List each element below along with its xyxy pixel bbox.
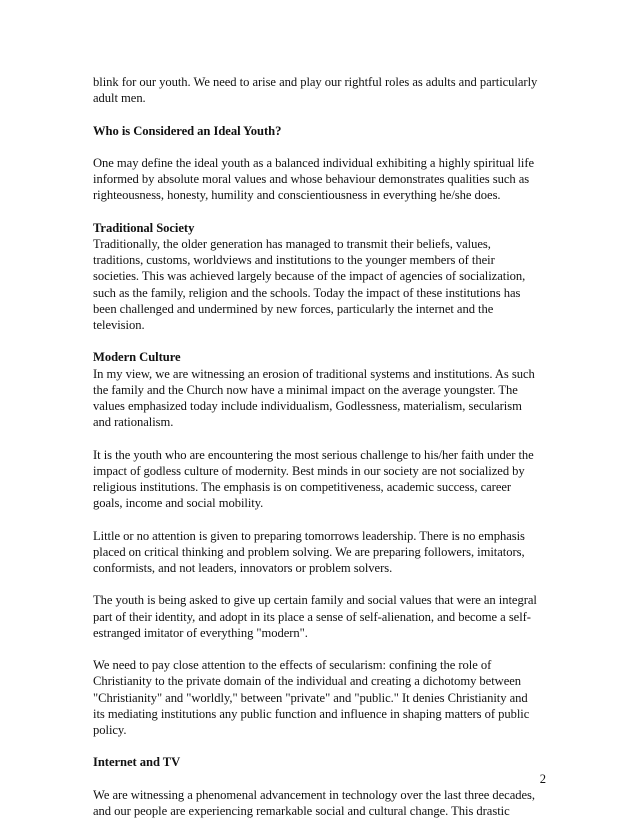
secularism-paragraph (93, 657, 545, 738)
paragraph-line: The youth is being asked to give up certain family and social values that were an integral (93, 593, 537, 608)
paragraph-line: been challenged and undermined by new forces, particularly the internet and the (93, 301, 494, 316)
section-heading: Modern Culture (93, 350, 181, 365)
paragraph-line: estranged imitator of everything "modern". (93, 625, 308, 640)
section-heading: Internet and TV (93, 755, 181, 770)
paragraph-line: its mediating institutions any public function and influence in shaping matters of public (93, 706, 530, 721)
paragraph-line: societies. This was achieved largely because of the impact of agencies of socialization, (93, 269, 526, 284)
paragraph-line: conformists, and not leaders, innovators or problem solvers. (93, 561, 393, 575)
paragraph-line: such as the family, religion and the schools. Today the impact of these institutions has (93, 285, 521, 300)
internet-tv-heading-block (93, 754, 545, 770)
paragraph-line: placed on critical thinking and problem solving. We are preparing followers, imitators, (93, 544, 525, 559)
paragraph-line: It is the youth who are encountering the most serious challenge to his/her faith under the (93, 447, 534, 462)
traditional-society-paragraph (93, 220, 545, 333)
paragraph-line: television. (93, 318, 145, 332)
paragraph-line: part of their identity, and adopt in its place a sense of self-alienation, and become a self- (93, 609, 531, 624)
paragraph-line: In my view, we are witnessing an erosion of traditional systems and institutions. As such (93, 366, 535, 381)
section-heading: Who is Considered an Ideal Youth? (93, 123, 282, 138)
modern-culture-paragraph (93, 349, 545, 430)
paragraph-line: We are witnessing a phenomenal advancement in technology over the last three decades, (93, 787, 535, 802)
paragraph-line: informed by absolute moral values and whose behaviour demonstrates qualities such as (93, 172, 530, 187)
paragraph-line: We need to pay close attention to the effects of secularism: confining the role of (93, 658, 492, 673)
paragraph-line: "Christianity" and "worldly," between "private" and "public." It denies Christianity and (93, 690, 528, 705)
internet-tv-paragraph (93, 787, 545, 819)
paragraph-line: One may define the ideal youth as a balanced individual exhibiting a highly spiritual life (93, 155, 535, 170)
section-heading: Traditional Society (93, 220, 195, 235)
paragraph-line: blink for our youth. We need to arise and play our rightful roles as adults and particularly (93, 75, 538, 89)
paragraph-line: impact of godless culture of modernity. Best minds in our society are not socialized by (93, 463, 525, 478)
paragraph-line: the family and the Church now have a minimal impact on the average youngster. The (93, 382, 518, 397)
page-body (93, 74, 545, 835)
ideal-youth-heading-block (93, 123, 545, 139)
paragraph-line: and rationalism. (93, 415, 174, 430)
paragraph-line: religious institutions. The emphasis is on competitiveness, academic success, career (93, 480, 512, 494)
paragraph-line: goals, income and social mobility. (93, 496, 264, 511)
paragraph-line: policy. (93, 723, 127, 737)
paragraph-line: traditions, customs, worldviews and institutions to the younger members of their (93, 253, 495, 268)
paragraph-line: righteousness, honesty, humility and conscientiousness in everything he/she does. (93, 188, 501, 203)
ideal-youth-paragraph (93, 155, 545, 204)
identity-paragraph (93, 592, 545, 641)
intro-paragraph (93, 74, 545, 106)
paragraph-line: Christianity to the private domain of the individual and creating a dichotomy between (93, 674, 522, 689)
paragraph-line: values emphasized today include individualism, Godlessness, materialism, secularism (93, 399, 522, 413)
paragraph-line: adult men. (93, 91, 146, 106)
paragraph-line: Little or no attention is given to preparing tomorrows leadership. There is no emphasis (93, 528, 525, 543)
page-number: 2 (539, 772, 546, 786)
leadership-paragraph (93, 528, 545, 577)
paragraph-line: Traditionally, the older generation has managed to transmit their beliefs, values, (93, 236, 491, 251)
youth-challenge-paragraph (93, 447, 545, 512)
paragraph-line: and our people are experiencing remarkable social and cultural change. This drastic (93, 803, 510, 818)
